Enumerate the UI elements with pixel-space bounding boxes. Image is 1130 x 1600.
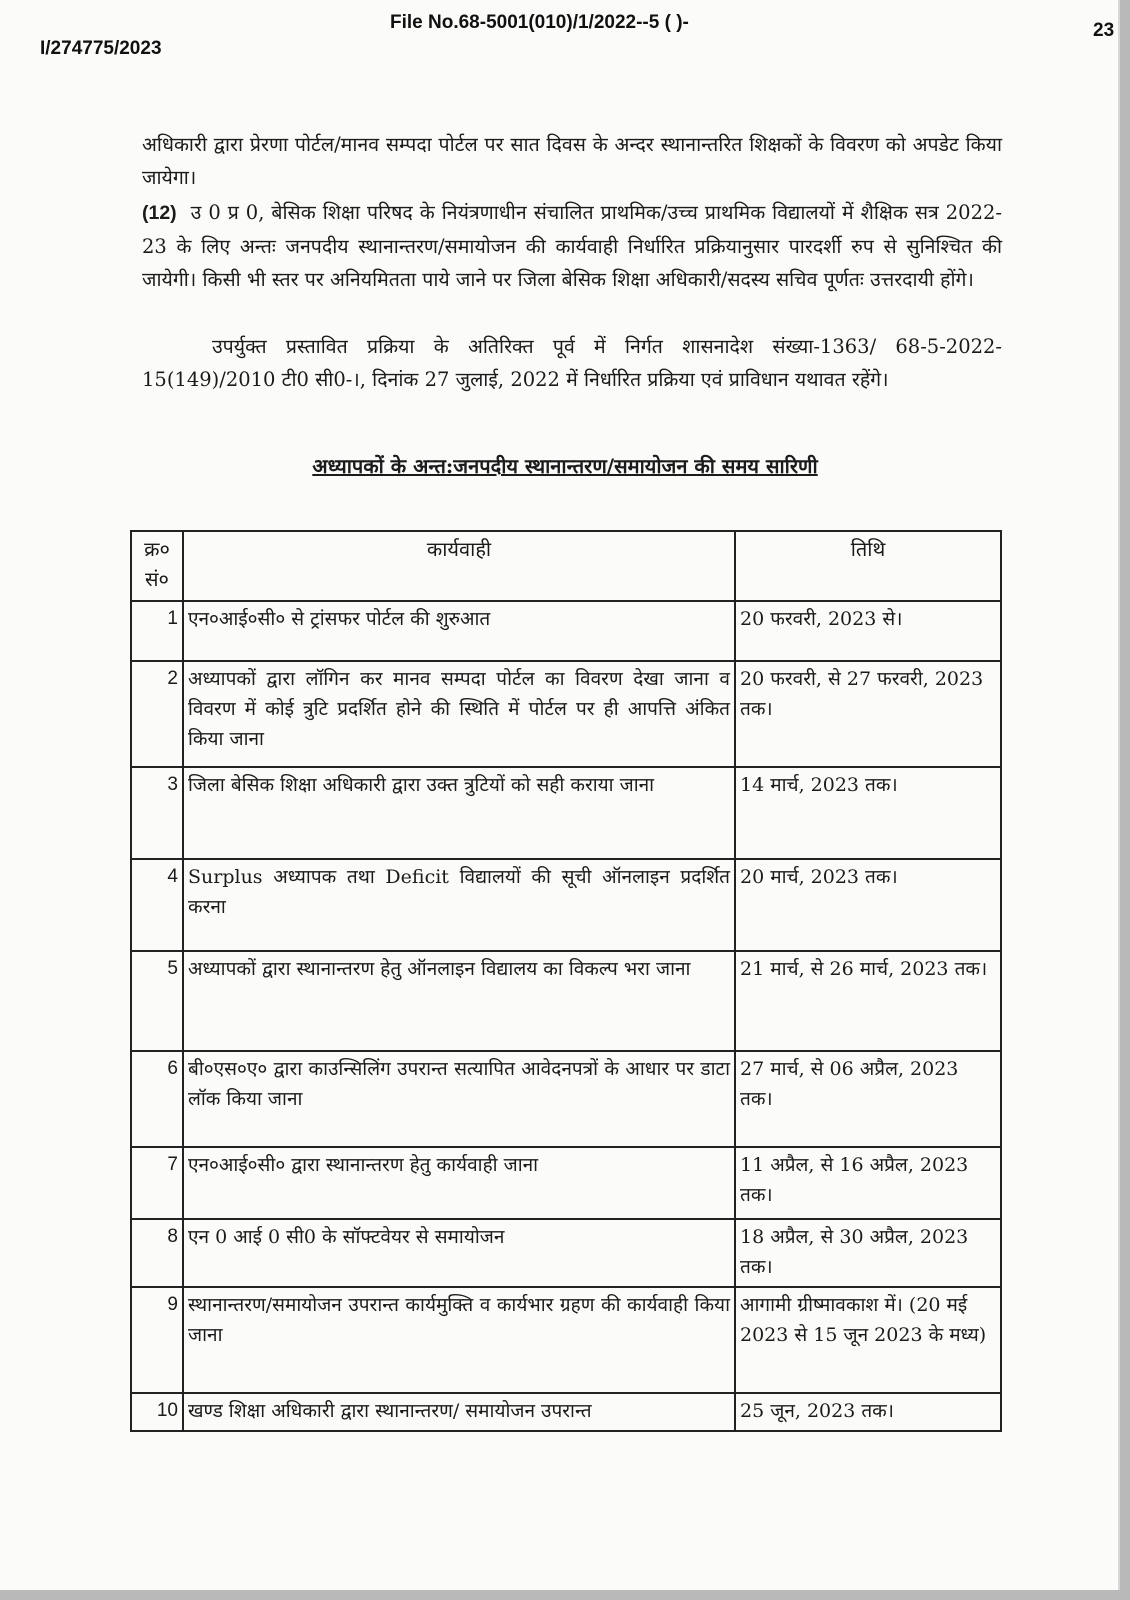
row-serial: 4 xyxy=(131,859,183,951)
row-serial: 10 xyxy=(131,1393,183,1431)
row-date: 18 अप्रैल, से 30 अप्रैल, 2023 तक। xyxy=(735,1219,1001,1287)
paragraph-note: उपर्युक्त प्रस्तावित प्रक्रिया के अतिरिक्त पूर्व में निर्गत शासनादेश संख्या-1363/ 68-5-2022-15(149)/2010 टी0 सी0-।, दिनांक 27 जुलाई, 2022 में निर्धारित प्रक्रिया एवं प्राविधान यथावत रहेंगे। xyxy=(142,335,1002,391)
row-action: एन०आई०सी० द्वारा स्थानान्तरण हेतु कार्यवाही जाना xyxy=(183,1147,735,1219)
row-serial: 9 xyxy=(131,1287,183,1393)
table-row xyxy=(131,767,1001,859)
schedule-table xyxy=(130,530,1002,1432)
paragraph-12 xyxy=(142,196,1002,296)
page-number: 23 xyxy=(1093,20,1115,41)
table-row xyxy=(131,1219,1001,1287)
row-action: अध्यापकों द्वारा स्थानान्तरण हेतु ऑनलाइन विद्यालय का विकल्प भरा जाना xyxy=(183,951,735,1051)
row-date: आगामी ग्रीष्मावकाश में। (20 मई 2023 से 15 जून 2023 के मध्य) xyxy=(735,1287,1001,1393)
table-row xyxy=(131,1287,1001,1393)
header-serial: क्र० सं० xyxy=(131,531,183,601)
row-action: अध्यापकों द्वारा लॉगिन कर मानव सम्पदा पोर्टल का विवरण देखा जाना व विवरण में कोई त्रुटि प्रदर्शित होने की स्थिति में पोर्टल पर ही आपत्ति अंकित किया जाना xyxy=(183,661,735,767)
row-serial: 3 xyxy=(131,767,183,859)
row-date: 20 मार्च, 2023 तक। xyxy=(735,859,1001,951)
row-action: Surplus अध्यापक तथा Deficit विद्यालयों की सूची ऑनलाइन प्रदर्शित करना xyxy=(183,859,735,951)
file-number: File No.68-5001(010)/1/2022--5 ( )- xyxy=(390,12,689,33)
row-serial: 1 xyxy=(131,601,183,661)
row-action: स्थानान्तरण/समायोजन उपरान्त कार्यमुक्ति व कार्यभार ग्रहण की कार्यवाही किया जाना xyxy=(183,1287,735,1393)
row-date: 20 फरवरी, से 27 फरवरी, 2023 तक। xyxy=(735,661,1001,767)
row-date: 21 मार्च, से 26 मार्च, 2023 तक। xyxy=(735,951,1001,1051)
table-row xyxy=(131,1147,1001,1219)
row-date: 27 मार्च, से 06 अप्रैल, 2023 तक। xyxy=(735,1051,1001,1147)
table-row xyxy=(131,601,1001,661)
row-serial: 8 xyxy=(131,1219,183,1287)
row-date: 20 फरवरी, 2023 से। xyxy=(735,601,1001,661)
row-action: एन०आई०सी० से ट्रांसफर पोर्टल की शुरुआत xyxy=(183,601,735,661)
header-date: तिथि xyxy=(735,531,1001,601)
table-row xyxy=(131,1393,1001,1431)
receipt-number: I/274775/2023 xyxy=(40,38,162,59)
row-action: बी०एस०ए० द्वारा काउन्सिलिंग उपरान्त सत्यापित आवेदनपत्रों के आधार पर डाटा लॉक किया जाना xyxy=(183,1051,735,1147)
row-serial: 6 xyxy=(131,1051,183,1147)
table-row xyxy=(131,859,1001,951)
row-action: खण्ड शिक्षा अधिकारी द्वारा स्थानान्तरण/ समायोजन उपरान्त xyxy=(183,1393,735,1431)
row-serial: 7 xyxy=(131,1147,183,1219)
paragraph-12-text: उ 0 प्र 0, बेसिक शिक्षा परिषद के नियंत्रणाधीन संचालित प्राथमिक/उच्च प्राथमिक विद्यालयों में शैक्षिक सत्र 2022-23 के लिए अन्तः जनपदीय स्थानान्तरण/समायोजन की कार्यवाही निर्धारित प्रक्रियानुसार पारदर्शी रुप से सुनिश्चित की जायेगी। किसी भी स्तर पर अनियमितता पाये जाने पर जिला बेसिक शिक्षा अधिकारी/सदस्य सचिव पूर्णतः उत्तरदायी होंगे। xyxy=(142,201,1002,291)
header-action: कार्यवाही xyxy=(183,531,735,601)
table-row xyxy=(131,1051,1001,1147)
row-action: जिला बेसिक शिक्षा अधिकारी द्वारा उक्त त्रुटियों को सही कराया जाना xyxy=(183,767,735,859)
paragraph-number: (12) xyxy=(142,202,177,224)
paragraph-continuation: अधिकारी द्वारा प्रेरणा पोर्टल/मानव सम्पदा पोर्टल पर सात दिवस के अन्दर स्थानान्तरित शिक्षकों के विवरण को अपडेट किया जायेगा। xyxy=(142,133,1002,189)
row-date: 14 मार्च, 2023 तक। xyxy=(735,767,1001,859)
row-date: 25 जून, 2023 तक। xyxy=(735,1393,1001,1431)
table-row xyxy=(131,661,1001,767)
row-date: 11 अप्रैल, से 16 अप्रैल, 2023 तक। xyxy=(735,1147,1001,1219)
row-serial: 2 xyxy=(131,661,183,767)
row-serial: 5 xyxy=(131,951,183,1051)
table-header-row xyxy=(131,531,1001,601)
row-action: एन 0 आई 0 सी0 के सॉफ्टवेयर से समायोजन xyxy=(183,1219,735,1287)
table-title: अध्यापकों के अन्त:जनपदीय स्थानान्तरण/समायोजन की समय सारिणी xyxy=(312,454,818,478)
table-row xyxy=(131,951,1001,1051)
